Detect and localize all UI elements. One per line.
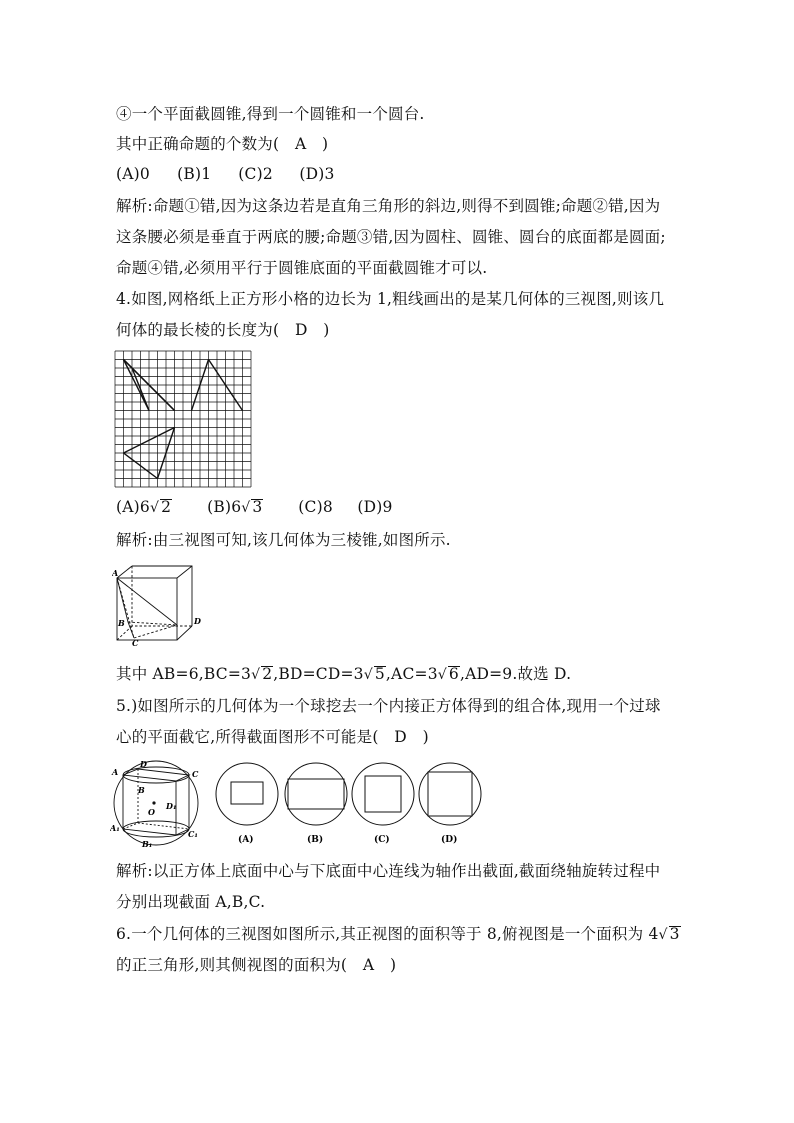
option-label-c: (C) xyxy=(374,835,390,845)
q3-analysis-line2: 这条腰必须是垂直于两底的腰;命题③错,因为圆柱、圆锥、圆台的底面都是圆面; xyxy=(116,228,666,246)
q4-result-part1: 其中 AB=6,BC=3 xyxy=(116,665,252,683)
sphere-label-c1: C₁ xyxy=(188,829,198,839)
q3-choice-b: (B)1 xyxy=(177,165,212,183)
radical-sign-icon: √ xyxy=(149,500,160,516)
options-svg xyxy=(215,762,485,848)
sphere-label-d: D xyxy=(140,759,147,769)
sphere-svg xyxy=(110,757,202,849)
q4-result xyxy=(116,664,571,685)
q4-result-part2: ,BD=CD=3 xyxy=(273,665,364,683)
q4-choice-a-text: (A)6 xyxy=(116,498,150,516)
sphere-label-o: O xyxy=(148,807,155,817)
cube-label-a: A xyxy=(112,568,119,578)
cube-label-c: C xyxy=(132,638,139,646)
option-d-rect xyxy=(428,772,472,816)
cube-pyramid-figure xyxy=(112,562,208,646)
cube-label-b: B xyxy=(118,618,125,628)
q3-item4: ④一个平面截圆锥,得到一个圆锥和一个圆台. xyxy=(116,105,425,123)
q4-choice-c: (C)8 xyxy=(298,498,333,516)
q5-stem-line2: 心的平面截它,所得截面图形不可能是( D ) xyxy=(116,728,429,746)
q4-stem-line2: 何体的最长棱的长度为( D ) xyxy=(116,321,330,339)
sphere-label-b1: B₁ xyxy=(142,839,153,849)
option-c-circle xyxy=(352,763,414,825)
sphere-label-a: A xyxy=(112,767,119,777)
radical-sign-icon: √ xyxy=(251,667,261,683)
cross-section-options xyxy=(215,762,485,848)
q3-choice-c: (C)2 xyxy=(238,165,273,183)
q6-stem-radicand: 3 xyxy=(669,925,680,943)
q4-stem-line1: 4.如图,网格纸上正方形小格的边长为 1,粗线画出的是某几何体的三视图,则该几 xyxy=(116,290,665,308)
sphere-label-a1: A₁ xyxy=(110,823,120,833)
option-label-d: (D) xyxy=(441,835,458,845)
q4-choice-b-radicand: 3 xyxy=(252,498,263,516)
q4-choice-a xyxy=(116,497,202,518)
q3-choice-a: (A)0 xyxy=(116,165,150,183)
option-label-a: (A) xyxy=(238,835,254,845)
q4-choice-b xyxy=(207,497,293,518)
q3-choice-d: (D)3 xyxy=(299,165,335,183)
grid-svg xyxy=(114,350,252,488)
option-b-rect xyxy=(288,779,344,809)
option-a-circle xyxy=(216,763,278,825)
option-c-rect xyxy=(365,776,401,812)
q4-result-radicand3: 6 xyxy=(448,665,459,683)
radical-sign-icon: √ xyxy=(658,927,668,943)
sphere-center-dot xyxy=(152,801,155,804)
q6-stem-line1-text: 6.一个几何体的三视图如图所示,其正视图的面积等于 8,俯视图是一个面积为 4 xyxy=(116,925,659,943)
q4-result-part4: ,AD=9.故选 D. xyxy=(459,665,572,683)
q4-analysis-line1: 解析:由三视图可知,该几何体为三棱锥,如图所示. xyxy=(116,531,451,549)
sphere-label-c: C xyxy=(192,769,199,779)
q3-analysis-line1: 解析:命题①错,因为这条边若是直角三角形的斜边,则得不到圆锥;命题②错,因为 xyxy=(116,197,661,215)
q5-analysis-line1: 解析:以正方体上底面中心与下底面中心连线为轴作出截面,截面绕轴旋转过程中 xyxy=(116,862,661,880)
option-a-rect xyxy=(231,782,263,804)
sphere-label-b: B xyxy=(138,785,145,795)
q3-choices xyxy=(116,164,335,184)
q5-analysis-line2: 分别出现截面 A,B,C. xyxy=(116,893,266,911)
q3-stem: 其中正确命题的个数为( A ) xyxy=(116,135,329,153)
q4-choice-d: (D)9 xyxy=(357,498,393,516)
q6-stem-line2: 的正三角形,则其侧视图的面积为( A ) xyxy=(116,956,397,974)
radical-sign-icon: √ xyxy=(241,500,251,516)
cube-label-d: D xyxy=(194,616,201,626)
sphere-cube-figure xyxy=(110,757,202,849)
q4-choices xyxy=(116,497,393,518)
option-b-circle xyxy=(285,763,347,825)
q4-choice-b-text: (B)6 xyxy=(207,498,242,516)
q3-analysis-line3: 命题④错,必须用平行于圆锥底面的平面截圆锥才可以. xyxy=(116,259,488,277)
option-label-b: (B) xyxy=(307,835,324,845)
three-view-grid-figure xyxy=(114,350,252,488)
radical-sign-icon: √ xyxy=(437,667,447,683)
q4-result-radicand1: 2 xyxy=(262,665,273,683)
cube-svg xyxy=(112,562,208,646)
q4-choice-a-radicand: 2 xyxy=(161,498,172,516)
sphere-label-d1: D₁ xyxy=(166,801,177,811)
q6-stem-line1 xyxy=(116,924,681,945)
q5-stem-line1: 5.)如图所示的几何体为一个球挖去一个内接正方体得到的组合体,现用一个过球 xyxy=(116,697,661,715)
q4-result-radicand2: 5 xyxy=(374,665,385,683)
radical-sign-icon: √ xyxy=(363,667,373,683)
q4-result-part3: ,AC=3 xyxy=(385,665,438,683)
